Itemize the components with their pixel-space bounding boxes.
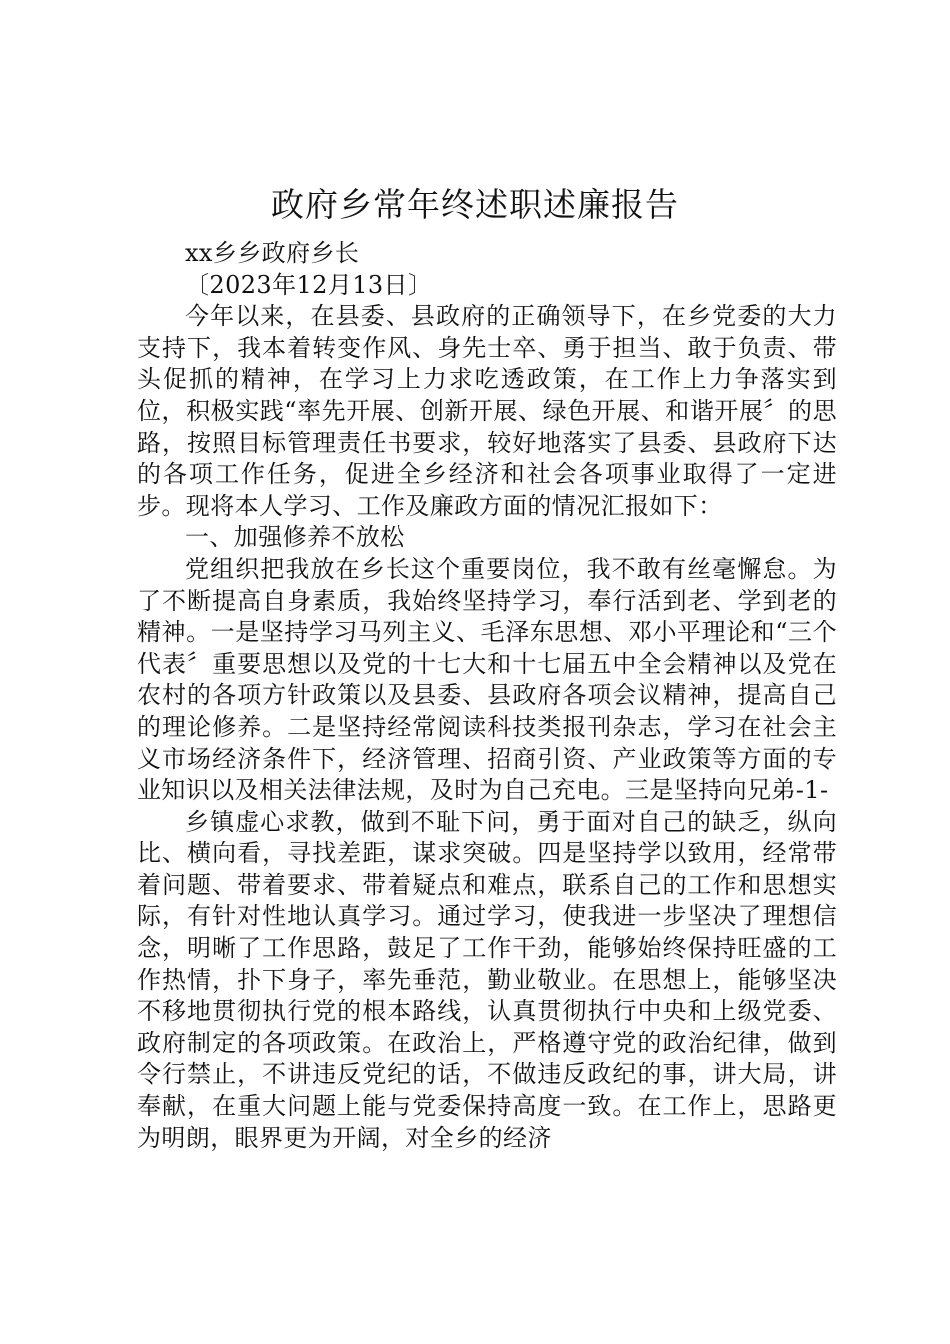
paragraph-study: 党组织把我放在乡长这个重要岗位，我不敢有丝毫懈怠。为了不断提高自身素质，我始终坚持学习，奉行活到老、学到老的精神。一是坚持学习马列主义、毛泽东思想、邓小平理论和“三个代表〞重要思想以及党的十七大和十七届五中全会精神以及党在农村的各项方针政策以及县委、县政府各项会议精神，提高自己的理论修养。二是坚持经常阅读科技类报刊杂志，学习在社会主义市场经济条件下，经济管理、招商引资、产业政策等方面的专业知识以及相关法律法规，及时为自己充电。三是坚持向兄弟-1- [137, 554, 837, 805]
section-heading: 一、加强修养不放松 [185, 523, 405, 552]
paragraph-continued: 乡镇虚心求教，做到不耻下问，勇于面对自己的缺乏，纵向比、横向看，寻找差距，谋求突破。四是坚持学以致用，经常带着问题、带着要求、带着疑点和难点，联系自己的工作和思想实际，有针对性地认真学习。通过学习，使我进一步坚决了理想信念，明晰了工作思路，鼓足了工作干劲，能够始终保持旺盛的工作热情，扑下身子，率先垂范，勤业敬业。在思想上，能够坚决不移地贯彻执行党的根本路线，认真贯彻执行中央和上级党委、政府制定的各项政策。在政治上，严格遵守党的政治纪律，做到令行禁止，不讲违反党纪的话，不做违反政纪的事，讲大局，讲奉献，在重大问题上能与党委保持高度一致。在工作上，思路更为明朗，眼界更为开阔，对全乡的经济 [137, 807, 837, 1152]
document-body [137, 238, 837, 1154]
document-title: 政府乡常年终述职述廉报告 [271, 185, 679, 224]
author-line: xx乡乡政府乡长 [185, 239, 360, 267]
paragraph-intro: 今年以来，在县委、县政府的正确领导下，在乡党委的大力支持下，我本着转变作风、身先士卒、勇于担当、敢于负责、带头促抓的精神，在学习上力求吃透政策，在工作上力争落实到位，积极实践“率先开展、创新开展、绿色开展、和谐开展〞的思路，按照目标管理责任书要求，较好地落实了县委、县政府下达的各项工作任务，促进全乡经济和社会各项事业取得了一定进步。现将本人学习、工作及廉政方面的情况汇报如下： [137, 302, 837, 520]
date-line: 〔2023年12月13日〕 [185, 270, 433, 299]
